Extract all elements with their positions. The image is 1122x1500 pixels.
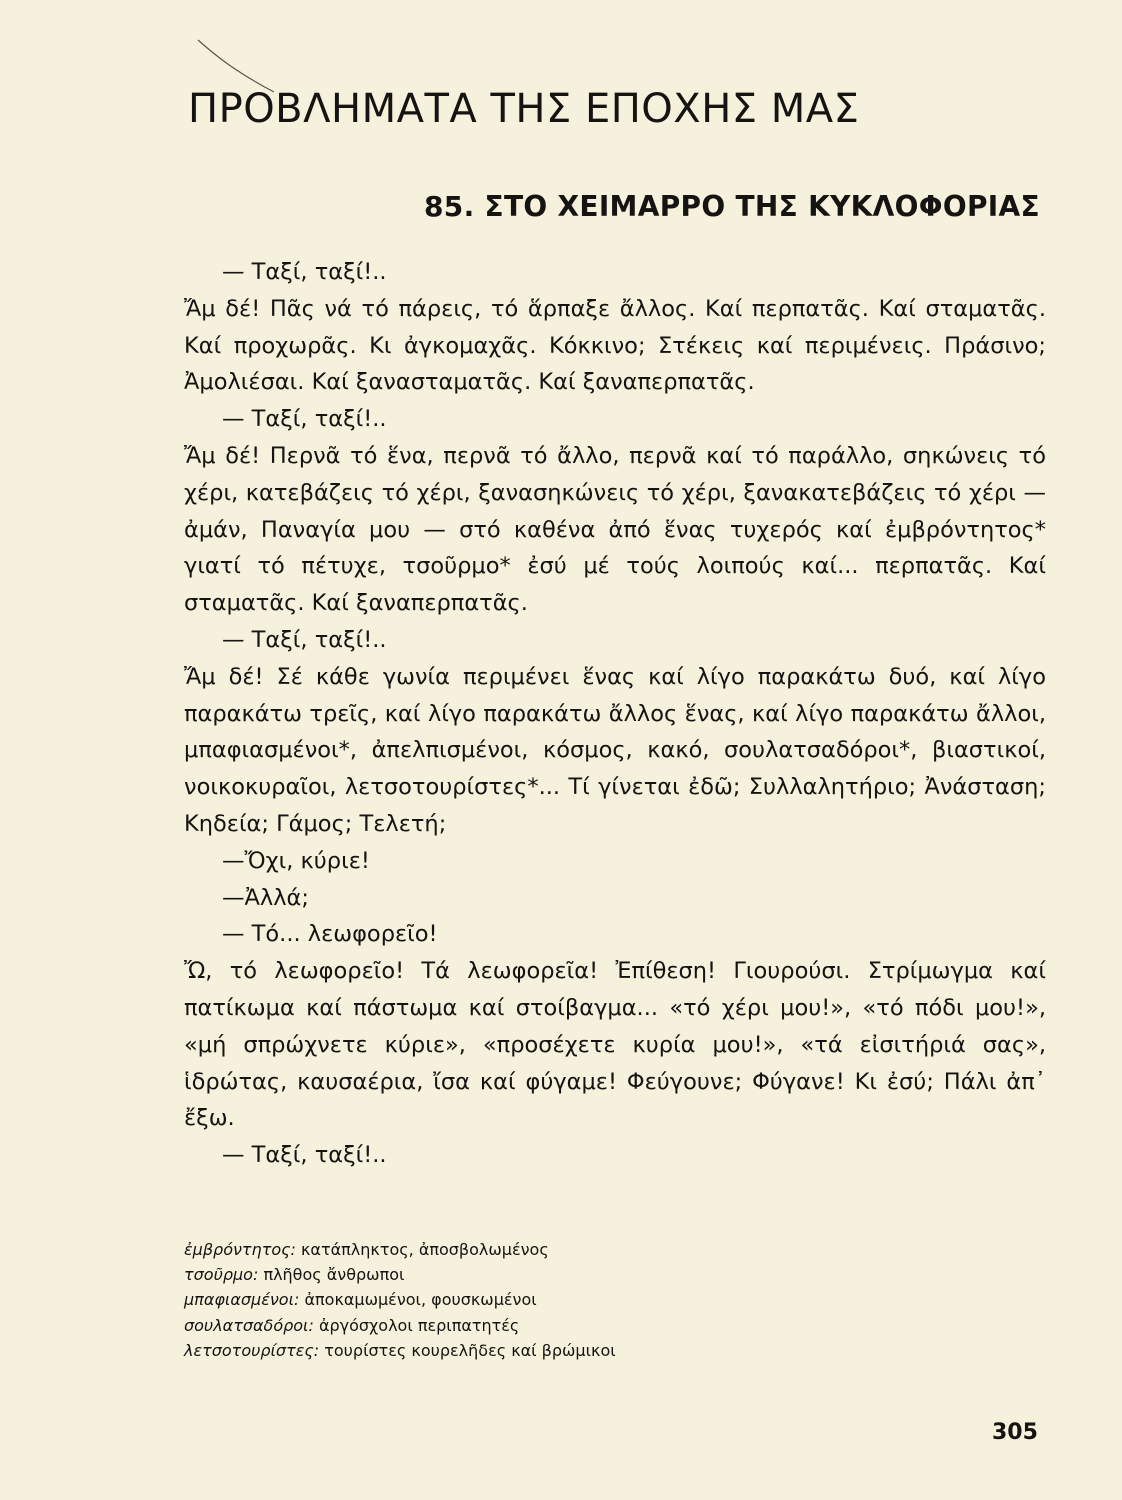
footnote-item xyxy=(184,1237,884,1262)
paragraph: Ἄμ δέ! Πᾶς νά τό πάρεις, τό ἅρπαξε ἄλλος. Καί περπατᾶς. Καί σταματᾶς. Καί προχωρᾶς. Κι ἀγκομαχᾶς. Κόκκινο; Στέκεις καί περιμένεις. Πράσινο; Ἀμολιέσαι. Καί ξανασταματᾶς. Καί ξαναπερπατᾶς. xyxy=(184,295,1046,396)
paragraph: Ἄμ δέ! Περνᾶ τό ἕνα, περνᾶ τό ἄλλο, περνᾶ καί τό παράλλο, σηκώνεις τό χέρι, κατεβάζεις τό χέρι, ξανασηκώνεις τό χέρι, ξανακατεβάζεις τό χέρι — ἀμάν, Παναγία μου — στό καθένα ἀπό ἕνας τυχερός καί ἐμβρόντητος* γιατί τό πέτυχε, τσοῦρμο* ἐσύ μέ τούς λοιπούς καί... περπατᾶς. Καί σταματᾶς. Καί ξαναπερπατᾶς. xyxy=(184,442,1046,617)
paragraph: — Ταξί, ταξί!.. xyxy=(222,259,387,285)
page-number: 305 xyxy=(992,1420,1038,1445)
footnote-term: λετσοτουρίστες: xyxy=(184,1340,320,1360)
footnote-definition: ἀργόσχολοι περιπατητές xyxy=(318,1315,520,1335)
paragraph: — Ταξί, ταξί!.. xyxy=(222,406,387,433)
paragraph: — Ταξί, ταξί!.. xyxy=(222,626,387,653)
section-title: ΠΡΟΒΛΗΜΑΤΑ ΤΗΣ ΕΠΟΧΗΣ ΜΑΣ xyxy=(188,86,860,132)
paragraph: —Ἀλλά; xyxy=(222,884,309,911)
footnote-item xyxy=(184,1287,884,1312)
chapter-body xyxy=(184,254,1046,1174)
paragraph: —Ὄχι, κύριε! xyxy=(222,847,370,874)
footnote-term: μπαφιασμένοι: xyxy=(184,1290,300,1310)
footnote-item xyxy=(184,1338,884,1363)
paragraph: — Ταξί, ταξί!.. xyxy=(222,1142,387,1169)
glossary-footnotes xyxy=(184,1237,884,1363)
footnote-item xyxy=(184,1313,884,1338)
footnote-definition: κατάπληκτος, ἀποσβολωμένος xyxy=(301,1240,549,1259)
chapter-title: 85. ΣΤΟ ΧΕΙΜΑΡΡΟ ΤΗΣ ΚΥΚΛΟΦΟΡΙΑΣ xyxy=(424,190,1040,223)
paragraph: Ἄμ δέ! Σέ κάθε γωνία περιμένει ἕνας καί λίγο παρακάτω δυό, καί λίγο παρακάτω τρεῖς, καί λίγο παρακάτω ἄλλος ἕνας, καί λίγο παρακάτω ἄλλοι, μπαφιασμένοι*, ἀπελπισμένοι, κόσμος, κακό, σουλατσαδόροι*, βιαστικοί, νοικοκυραῖοι, λετσοτουρίστες*... Τί γίνεται ἐδῶ; Συλλαλητήριο; Ἀνάσταση; Κηδεία; Γάμος; Τελετή; xyxy=(184,663,1046,837)
footnote-term: τσοῦρμο: xyxy=(184,1265,259,1285)
footnote-item xyxy=(184,1262,884,1287)
footnote-term: σουλατσαδόροι: xyxy=(184,1315,314,1335)
footnote-definition: ἀποκαμωμένοι, φουσκωμένοι xyxy=(304,1290,537,1310)
paragraph: — Τό... λεωφορεῖο! xyxy=(222,921,438,948)
footnote-definition: πλῆθος ἄνθρωποι xyxy=(263,1265,405,1285)
paragraph: Ὤ, τό λεωφορεῖο! Τά λεωφορεῖα! Ἐπίθεση! Γιουρούσι. Στρίμωγμα καί πατίκωμα καί πάστωμα καί στοίβαγμα... «τό χέρι μου!», «τό πόδι μου!», «μή σπρώχνετε κύριε», «προσέχετε κυρία μου!», «τά εἰσιτήριά σας», ἱδρώτας, καυσαέρια, ἴσα καί φύγαμε! Φεύγουνε; Φύγανε! Κι ἐσύ; Πάλι ἀπ᾿ ἔξω. xyxy=(184,958,1046,1132)
footnote-term: ἐμβρόντητος: xyxy=(184,1240,296,1259)
footnote-definition: τουρίστες κουρελῆδες καί βρώμικοι xyxy=(324,1340,616,1360)
